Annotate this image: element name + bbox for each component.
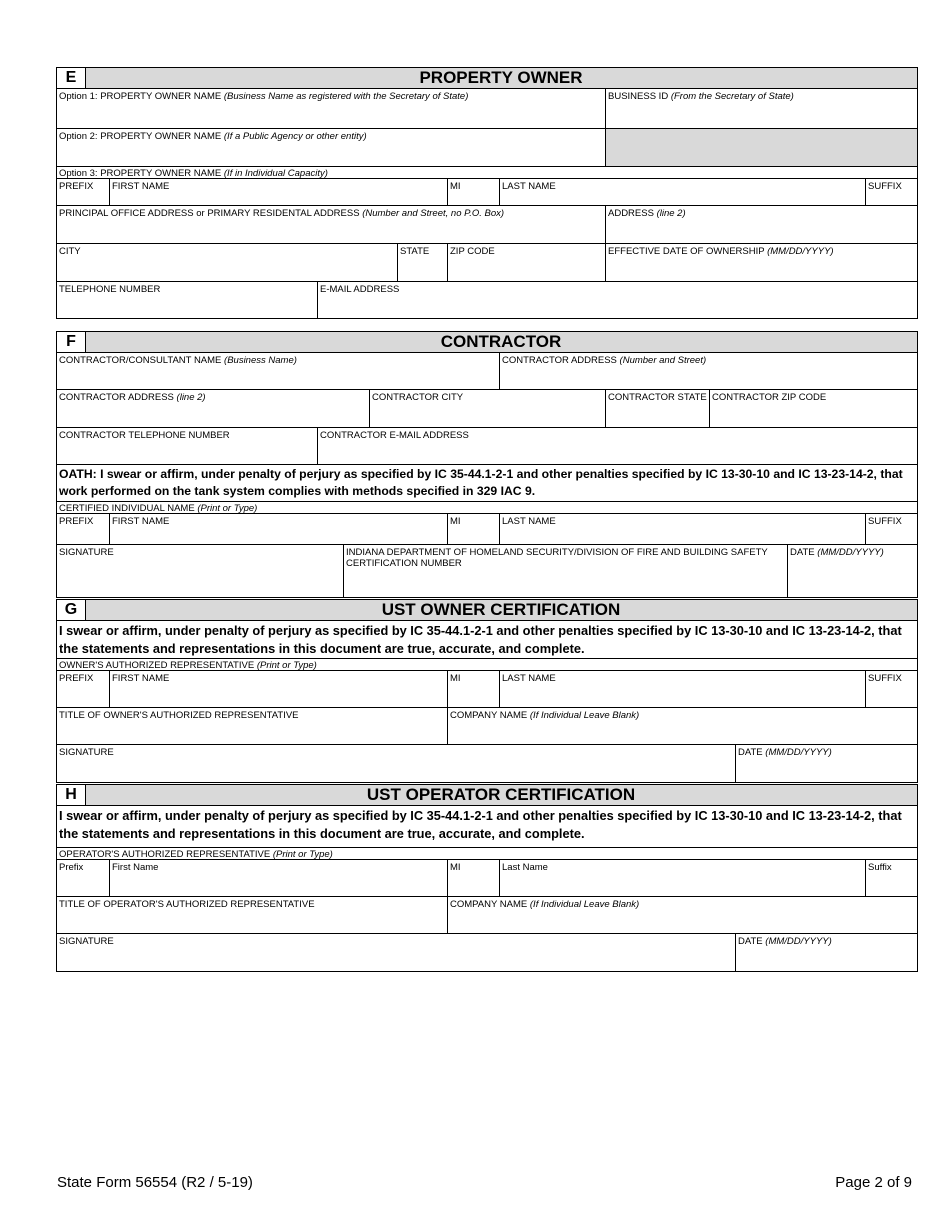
shaded-cell	[605, 129, 917, 166]
section-e	[56, 67, 918, 319]
oath-text: I swear or affirm, under penalty of perjury as specified by IC 35-44.1-2-1 and other penalties specified by IC 13-30-10 and IC 13-23-14-2, that the statements and representations in this document are true, accurate, and complete.	[59, 623, 902, 656]
field-note: (MM/DD/YYYY)	[767, 246, 834, 257]
oath-text: OATH: I swear or affirm, under penalty of perjury as specified by IC 35-44.1-2-1 and other penalties specified by IC 13-30-10 and IC 13-23-14-2, that work performed on the tank system complies with methods specified in 329 IAC 9.	[59, 467, 903, 498]
rep-title-field[interactable]: TITLE OF OWNER'S AUTHORIZED REPRESENTATIVE	[59, 710, 299, 721]
signature-field[interactable]: SIGNATURE	[59, 747, 114, 758]
field-label: BUSINESS ID	[608, 91, 669, 102]
field-label: DATE	[790, 547, 815, 558]
owner-option2-row	[56, 129, 918, 167]
last-name-field[interactable]: LAST NAME	[499, 514, 865, 544]
operator-rep-name-row	[56, 859, 918, 897]
field-note: (If Individual Leave Blank)	[529, 899, 640, 910]
mi-field[interactable]: MI	[447, 514, 499, 544]
section-title: UST OPERATOR CERTIFICATION	[366, 785, 636, 804]
section-e-header	[56, 67, 918, 89]
certified-name-row	[56, 513, 918, 545]
owner-rep-caption	[56, 659, 918, 670]
field-note: (MM/DD/YYYY)	[765, 747, 832, 758]
owner-name-row	[56, 178, 918, 206]
certified-label: CERTIFIED INDIVIDUAL NAME (Print or Type)	[59, 503, 258, 514]
mi-field[interactable]: MI	[447, 671, 499, 707]
principal-address-field[interactable]	[57, 206, 605, 243]
contractor-signature-row	[56, 545, 918, 598]
field-note: (Number and Street)	[619, 355, 707, 366]
field-label: Option 2: PROPERTY OWNER NAME	[59, 131, 222, 142]
field-label: Option 1: PROPERTY OWNER NAME	[59, 91, 222, 102]
contractor-zip-field[interactable]: CONTRACTOR ZIP CODE	[709, 390, 917, 427]
section-title: PROPERTY OWNER	[419, 68, 583, 87]
operator-rep-caption	[56, 848, 918, 859]
field-note: (Business Name)	[224, 355, 297, 366]
signature-field[interactable]: SIGNATURE	[59, 936, 114, 947]
field-label: DATE	[738, 936, 763, 947]
form-id: State Form 56554 (R2 / 5-19)	[57, 1174, 253, 1191]
mi-field[interactable]: MI	[447, 179, 499, 205]
suffix-field[interactable]: SUFFIX	[865, 179, 917, 205]
section-letter: F	[57, 332, 86, 352]
date-field[interactable]	[735, 745, 917, 782]
contractor-address2-field[interactable]	[57, 390, 369, 427]
field-label: CONTRACTOR ADDRESS	[502, 355, 617, 366]
field-note: (MM/DD/YYYY)	[817, 547, 884, 558]
section-h	[56, 784, 918, 972]
field-label: DATE	[738, 747, 763, 758]
section-f	[56, 331, 918, 598]
mi-field[interactable]: MI	[447, 860, 499, 896]
field-note: (Number and Street, no P.O. Box)	[362, 208, 505, 219]
operator-rep-label: OPERATOR'S AUTHORIZED REPRESENTATIVE (Print or Type)	[59, 849, 333, 860]
owner-option3-caption	[56, 167, 918, 178]
rep-title-field[interactable]: TITLE OF OPERATOR'S AUTHORIZED REPRESENTATIVE	[59, 899, 315, 910]
field-note: (line 2)	[176, 392, 206, 403]
last-name-field[interactable]: LAST NAME	[499, 671, 865, 707]
section-letter: E	[57, 68, 86, 88]
field-label: PRINCIPAL OFFICE ADDRESS or PRIMARY RESIDENTAL ADDRESS	[59, 208, 360, 219]
contractor-contact-row	[56, 428, 918, 465]
address-line2-field[interactable]	[605, 206, 917, 243]
owner-rep-title-row	[56, 708, 918, 745]
page-number: Page 2 of 9	[835, 1174, 912, 1191]
operator-oath	[56, 806, 918, 848]
owner-option2-field[interactable]	[57, 129, 605, 166]
company-name-field[interactable]	[447, 897, 917, 933]
owner-city-row	[56, 244, 918, 282]
owner-address-row	[56, 206, 918, 244]
contractor-city-field[interactable]: CONTRACTOR CITY	[369, 390, 605, 427]
owner-rep-label: OWNER'S AUTHORIZED REPRESENTATIVE (Print or Type)	[59, 660, 317, 671]
prefix-field[interactable]: PREFIX	[59, 673, 94, 684]
city-field[interactable]: CITY	[59, 246, 81, 257]
certified-caption	[56, 502, 918, 513]
date-field[interactable]	[787, 545, 917, 597]
contractor-name-field[interactable]	[57, 353, 499, 389]
last-name-field[interactable]: Last Name	[499, 860, 865, 896]
field-label: COMPANY NAME	[450, 710, 528, 721]
first-name-field[interactable]: FIRST NAME	[109, 179, 447, 205]
state-field[interactable]: STATE	[397, 244, 449, 281]
suffix-field[interactable]: Suffix	[865, 860, 917, 896]
contractor-state-field[interactable]: CONTRACTOR STATE	[605, 390, 709, 427]
contractor-city-row	[56, 390, 918, 428]
field-note: (Business Name as registered with the Secretary of State)	[223, 91, 469, 102]
zip-field[interactable]: ZIP CODE	[447, 244, 605, 281]
owner-option1-field[interactable]	[57, 89, 605, 128]
field-note: (line 2)	[656, 208, 686, 219]
prefix-field[interactable]: PREFIX	[59, 181, 94, 192]
oath-text: I swear or affirm, under penalty of perjury as specified by IC 35-44.1-2-1 and other penalties specified by IC 13-30-10 and IC 13-23-14-2, that the statements and representations in this document are true, accurate, and complete.	[59, 808, 902, 841]
owner-option3-label: Option 3: PROPERTY OWNER NAME (If in Individual Capacity)	[59, 168, 328, 179]
operator-signature-row	[56, 934, 918, 972]
first-name-field[interactable]: FIRST NAME	[109, 671, 447, 707]
section-g-header	[56, 599, 918, 621]
field-note: (If Individual Leave Blank)	[529, 710, 640, 721]
owner-contact-row	[56, 282, 918, 319]
suffix-field[interactable]: SUFFIX	[865, 671, 917, 707]
section-letter: G	[57, 600, 86, 620]
contractor-oath	[56, 465, 918, 502]
section-title: UST OWNER CERTIFICATION	[381, 600, 621, 619]
contractor-email-field[interactable]: CONTRACTOR E-MAIL ADDRESS	[317, 428, 917, 464]
business-id-field[interactable]	[605, 89, 917, 128]
first-name-field[interactable]: First Name	[109, 860, 447, 896]
section-f-header	[56, 331, 918, 353]
section-h-header	[56, 784, 918, 806]
field-note: (From the Secretary of State)	[670, 91, 794, 102]
field-label: CONTRACTOR ADDRESS	[59, 392, 174, 403]
contractor-address-field[interactable]	[499, 353, 917, 389]
telephone-field[interactable]: TELEPHONE NUMBER	[59, 284, 161, 295]
contractor-phone-field[interactable]: CONTRACTOR TELEPHONE NUMBER	[59, 430, 230, 441]
owner-signature-row	[56, 745, 918, 783]
signature-field[interactable]: SIGNATURE	[59, 547, 114, 558]
field-label: EFFECTIVE DATE OF OWNERSHIP	[608, 246, 765, 257]
field-label: CONTRACTOR/CONSULTANT NAME	[59, 355, 222, 366]
section-letter: H	[57, 785, 86, 805]
contractor-name-row	[56, 353, 918, 390]
operator-rep-title-row	[56, 897, 918, 934]
section-title: CONTRACTOR	[440, 332, 562, 351]
section-g	[56, 599, 918, 783]
owner-rep-name-row	[56, 670, 918, 708]
field-note: (MM/DD/YYYY)	[765, 936, 832, 947]
date-field[interactable]	[735, 934, 917, 971]
first-name-field[interactable]: FIRST NAME	[109, 514, 447, 544]
field-note: (If a Public Agency or other entity)	[223, 131, 367, 142]
effective-date-field[interactable]	[605, 244, 917, 281]
field-label: COMPANY NAME	[450, 899, 528, 910]
email-field[interactable]: E-MAIL ADDRESS	[317, 282, 917, 318]
certification-number-field[interactable]: INDIANA DEPARTMENT OF HOMELAND SECURITY/DIVISION OF FIRE AND BUILDING SAFETY CERTIFICATION NUMBER	[343, 545, 787, 597]
last-name-field[interactable]: LAST NAME	[499, 179, 865, 205]
owner-option1-row	[56, 89, 918, 129]
suffix-field[interactable]: SUFFIX	[865, 514, 917, 544]
field-label: ADDRESS	[608, 208, 654, 219]
company-name-field[interactable]	[447, 708, 917, 744]
prefix-field[interactable]: PREFIX	[59, 516, 94, 527]
owner-oath	[56, 621, 918, 659]
prefix-field[interactable]: Prefix	[59, 862, 84, 873]
